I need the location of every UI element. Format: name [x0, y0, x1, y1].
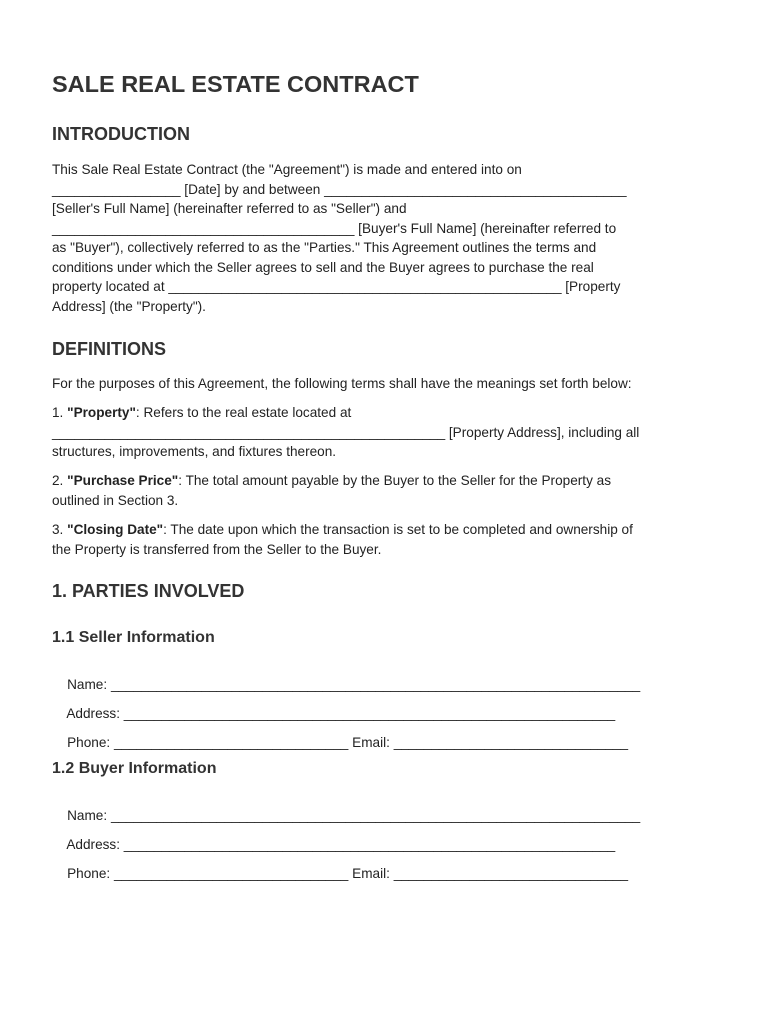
document-title: SALE REAL ESTATE CONTRACT: [52, 71, 419, 97]
buyer-email-label: Email:: [348, 866, 394, 881]
introduction-line: conditions under which the Seller agrees to sell and the Buyer agrees to purchase the real: [52, 259, 594, 275]
definition-text: : Refers to the real estate located at: [135, 405, 352, 420]
seller-address-label: Address:: [66, 706, 124, 721]
definitions-heading: DEFINITIONS: [52, 339, 167, 359]
seller-address-blank[interactable]: _________________________________________________________________: [123, 706, 616, 721]
introduction-line: _________________ [Date] by and between ________________________________________: [52, 181, 627, 197]
definition-number: 3.: [52, 522, 68, 537]
introduction-line: property located at ____________________________________________________ [Property: [52, 279, 621, 294]
definition-number: 2.: [52, 473, 68, 488]
definition-term: "Purchase Price": [67, 473, 179, 488]
definition-line: the Property is transferred from the Seller to the Buyer.: [52, 541, 382, 557]
definition-line: [52, 520, 722, 540]
buyer-phone-blank[interactable]: _______________________________: [113, 866, 349, 881]
seller-info-heading: 1.1 Seller Information: [52, 629, 215, 646]
definitions-intro: [52, 374, 722, 394]
introduction-line: [Seller's Full Name] (hereinafter referred to as "Seller") and: [52, 201, 407, 216]
definition-text: : The total amount payable by the Buyer to the Seller for the Property as: [178, 473, 611, 488]
definition-line: [52, 403, 722, 423]
introduction-line: as "Buyer"), collectively referred to as the "Parties." This Agreement outlines the terms and: [52, 240, 597, 255]
buyer-name-blank[interactable]: ______________________________________________________________________: [110, 808, 641, 823]
seller-phone-blank[interactable]: _______________________________: [113, 735, 349, 750]
definitions-intro-text: For the purposes of this Agreement, the following terms shall have the meanings set forth below:: [52, 376, 632, 391]
seller-phone-label: Phone:: [67, 735, 114, 750]
definition-item-purchase-price: [52, 471, 722, 510]
introduction-paragraph: [52, 160, 722, 316]
definition-term: "Property": [67, 405, 136, 420]
introduction-heading: INTRODUCTION: [52, 124, 190, 144]
buyer-address-label: Address:: [66, 837, 124, 852]
definition-item-closing-date: [52, 520, 722, 559]
buyer-info-heading: 1.2 Buyer Information: [52, 760, 217, 777]
seller-name-blank[interactable]: ______________________________________________________________________: [110, 677, 641, 692]
introduction-line: Address] (the "Property").: [52, 298, 206, 314]
definition-text: : The date upon which the transaction is set to be completed and ownership of: [163, 522, 633, 537]
seller-email-label: Email:: [348, 735, 394, 750]
seller-email-blank[interactable]: _______________________________: [393, 735, 629, 750]
definition-line: [52, 471, 722, 491]
introduction-line: This Sale Real Estate Contract (the "Agreement") is made and entered into on: [52, 162, 522, 177]
parties-heading: 1. PARTIES INVOLVED: [52, 581, 245, 601]
buyer-name-label: Name:: [67, 808, 111, 823]
definition-line: ____________________________________________________ [Property Address], including all: [52, 424, 640, 440]
buyer-email-blank[interactable]: _______________________________: [393, 866, 629, 881]
buyer-phone-label: Phone:: [67, 866, 114, 881]
definition-line: structures, improvements, and fixtures thereon.: [52, 444, 337, 459]
buyer-contact-row: [52, 851, 628, 896]
seller-name-label: Name:: [67, 677, 111, 692]
definition-number: 1.: [52, 405, 68, 420]
definition-line: outlined in Section 3.: [52, 492, 179, 508]
definition-term: "Closing Date": [67, 522, 164, 537]
buyer-address-blank[interactable]: _________________________________________________________________: [123, 837, 616, 852]
introduction-line: ________________________________________ [Buyer's Full Name] (hereinafter referred to: [52, 220, 617, 236]
definition-item-property: [52, 403, 722, 462]
seller-contact-row: [52, 720, 628, 765]
